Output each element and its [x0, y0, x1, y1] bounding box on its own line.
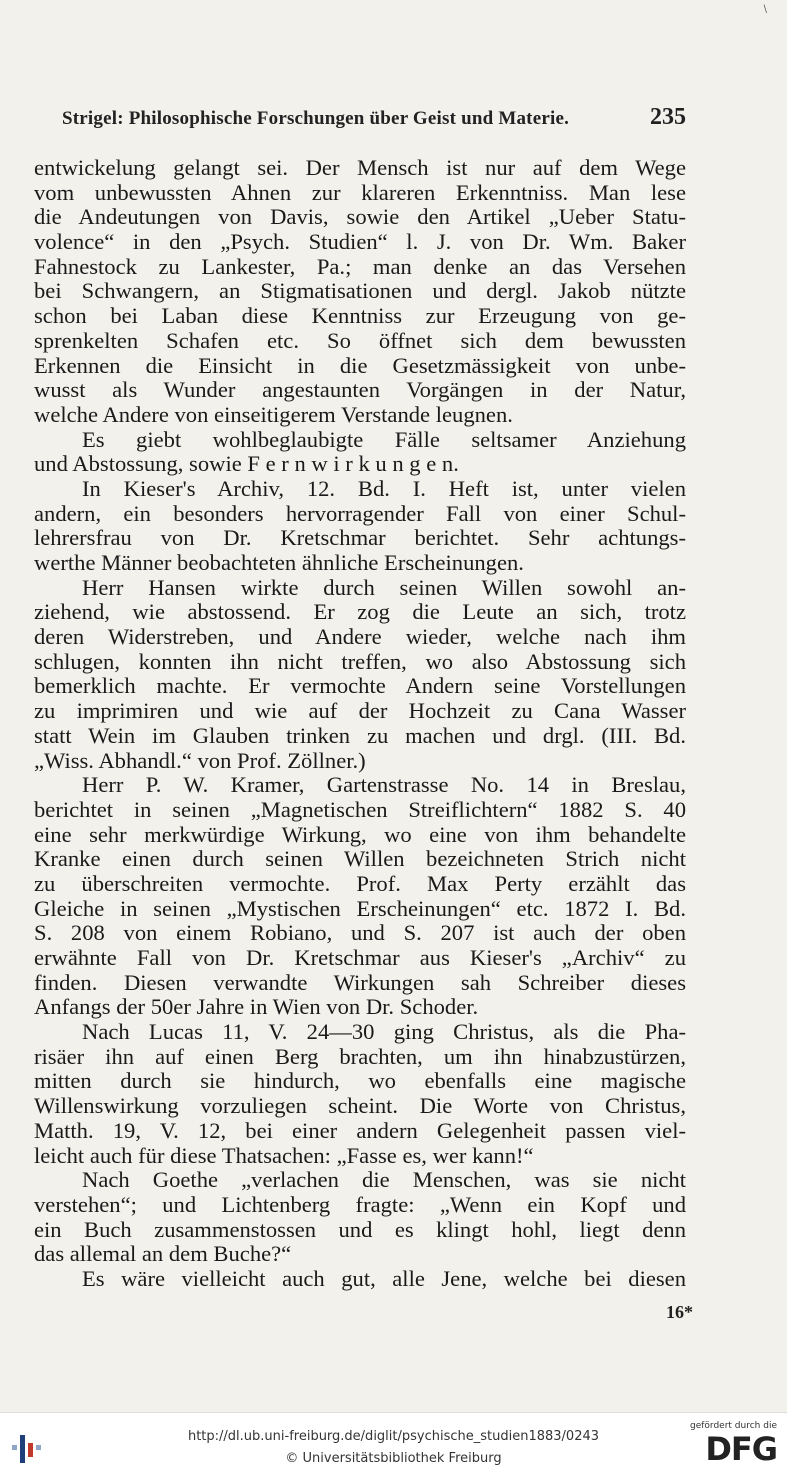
dfg-logo-icon: DFG — [705, 1430, 777, 1468]
text-line: Es wäre vielleicht auch gut, alle Jene, welche bei diesen — [82, 1265, 686, 1291]
text-line: die Andeutungen von Davis, sowie den Artikel „Ueber Statu- — [34, 204, 686, 230]
text-line: risäer ihn auf einen Berg brachten, um ihn hinabzustürzen, — [34, 1043, 686, 1069]
text-line: leicht auch für diese Thatsachen: „Fasse es, wer kann!“ — [34, 1142, 534, 1168]
text-line: erwähnte Fall von Dr. Kretschmar aus Kieser's „Archiv“ zu — [34, 945, 686, 970]
dfg-caption: gefördert durch die — [690, 1421, 777, 1431]
text-line: welche Andere von einseitigerem Verstande leugnen. — [34, 401, 513, 427]
text-line: Willenswirkung vorzuliegen scheint. Die Worte von Christus, — [34, 1093, 686, 1119]
text-line: Herr P. W. Kramer, Gartenstrasse No. 14 in Breslau, — [82, 772, 686, 798]
text-line: zu imprimiren und wie auf der Hochzeit zu Cana Wasser — [34, 698, 686, 724]
text-line: Matth. 19, V. 12, bei einer andern Gelegenheit passen viel- — [34, 1117, 686, 1143]
text-line: In Kieser's Archiv, 12. Bd. I. Heft ist, unter vielen — [82, 475, 686, 501]
text-line: verstehen“; und Lichtenberg fragte: „Wenn ein Kopf und — [34, 1191, 686, 1217]
text-line: ziehend, wie abstossend. Er zog die Leute an sich, trotz — [34, 599, 686, 625]
text-line: Kranke einen durch seinen Willen bezeichneten Strich nicht — [34, 846, 686, 872]
text-line: „Wiss. Abhandl.“ von Prof. Zöllner.) — [34, 747, 366, 773]
text-line: und Abstossung, sowie F e r n w i r k u n g e n. — [34, 451, 459, 477]
text-line: sprenkelten Schafen etc. So öffnet sich dem bewussten — [34, 327, 686, 353]
footer-bar — [0, 1412, 787, 1472]
text-line: bemerklich machte. Er vermochte Andern seine Vorstellungen — [34, 673, 686, 699]
text-line: Es giebt wohlbeglaubigte Fälle seltsamer Anziehung — [82, 426, 686, 452]
running-header — [62, 104, 686, 140]
text-line: Fahnestock zu Lankester, Pa.; man denke an das Versehen — [34, 253, 686, 279]
text-line: S. 208 von einem Robiano, und S. 207 ist auch der oben — [34, 920, 686, 946]
text-line: finden. Diesen verwandte Wirkungen sah Schreiber dieses — [34, 969, 686, 995]
text-line: Gleiche in seinen „Mystischen Erscheinungen“ etc. 1872 I. Bd. — [34, 895, 686, 921]
text-line: eine sehr merkwürdige Wirkung, wo eine von ihm behandelte — [34, 821, 686, 847]
text-line: schon bei Laban diese Kenntniss zur Erzeugung von ge- — [34, 303, 686, 329]
text-line: mitten durch sie hindurch, wo ebenfalls eine magische — [34, 1068, 686, 1094]
text-line: statt Wein im Glauben trinken zu machen und drgl. (III. Bd. — [34, 722, 686, 748]
page-number: 235 — [650, 104, 686, 130]
text-line: entwickelung gelangt sei. Der Mensch ist nur auf dem Wege — [34, 155, 686, 180]
copyright-text: © Universitätsbibliothek Freiburg — [285, 1451, 502, 1466]
text-line: volence“ in den „Psych. Studien“ l. J. von Dr. Wm. Baker — [34, 229, 686, 255]
header-title: Strigel: Philosophische Forschungen über Geist und Materie. — [62, 108, 570, 129]
corner-mark: \ — [763, 4, 767, 15]
text-line: Nach Goethe „verlachen die Menschen, was sie nicht — [82, 1167, 686, 1193]
text-line: schlugen, konnten ihn nicht treffen, wo also Abstossung sich — [34, 648, 686, 674]
text-line: das allemal an dem Buche?“ — [34, 1241, 292, 1267]
text-line: lehrersfrau von Dr. Kretschmar berichtet. Sehr achtungs- — [34, 525, 686, 551]
dfg-funding-logo — [687, 1421, 777, 1469]
text-line: ein Buch zusammenstossen und es klingt hohl, liegt denn — [34, 1216, 686, 1242]
body-text — [34, 156, 686, 1292]
text-line: Nach Lucas 11, V. 24—30 ging Christus, als die Pha- — [82, 1019, 686, 1045]
signature-mark: 16* — [666, 1302, 693, 1322]
text-line: Herr Hansen wirkte durch seinen Willen sowohl an- — [82, 574, 686, 600]
source-url-link[interactable]: http://dl.ub.uni-freiburg.de/diglit/psychische_studien1883/0243 — [187, 1429, 600, 1444]
text-line: zu überschreiten vermochte. Prof. Max Perty erzählt das — [34, 870, 686, 896]
text-line: andern, ein besonders hervorragender Fall von einer Schul- — [34, 500, 686, 526]
text-line: deren Widerstreben, und Andere wieder, welche nach ihm — [34, 624, 686, 650]
text-line: werthe Männer beobachteten ähnliche Erscheinungen. — [34, 550, 524, 575]
text-line: bei Schwangern, an Stigmatisationen und dergl. Jakob nützte — [34, 278, 686, 304]
text-line: wusst als Wunder angestaunten Vorgängen in der Natur, — [34, 377, 686, 403]
text-line: vom unbewussten Ahnen zur klareren Erkenntniss. Man lese — [34, 179, 686, 205]
text-line: Erkennen die Einsicht in die Gesetzmässigkeit von unbe- — [34, 352, 686, 378]
text-line: Anfangs der 50er Jahre in Wien von Dr. Schoder. — [34, 994, 479, 1020]
text-line: berichtet in seinen „Magnetischen Streiflichtern“ 1882 S. 40 — [34, 796, 686, 822]
